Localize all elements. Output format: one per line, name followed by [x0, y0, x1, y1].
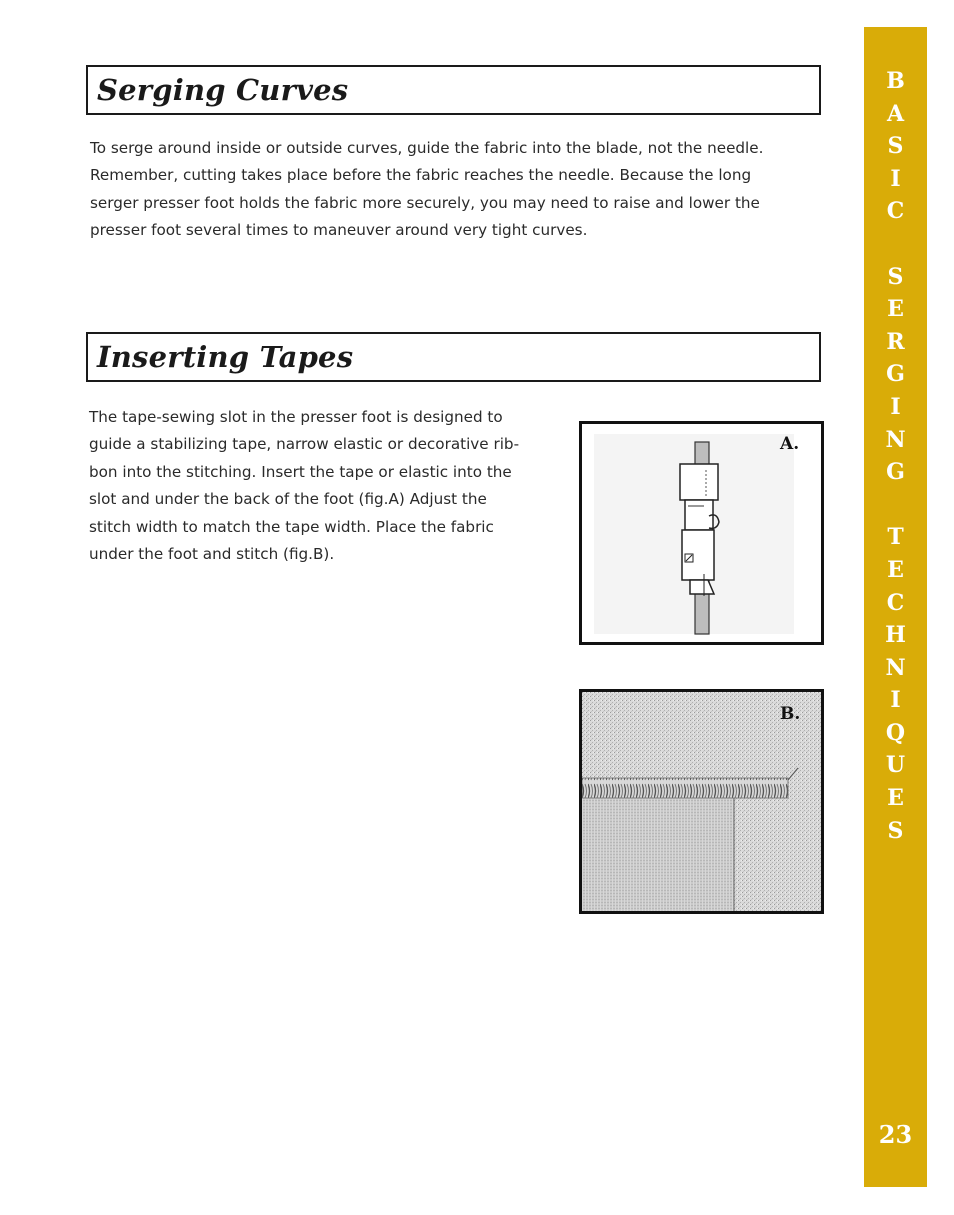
inserting-tapes-title: Inserting Tapes — [97, 340, 354, 374]
sidebar-letter: C — [886, 589, 905, 616]
figure-b — [579, 689, 824, 914]
sidebar-letter: T — [887, 524, 904, 551]
sidebar-letter: I — [890, 687, 901, 714]
body-line: guide a stabilizing tape, narrow elastic or decorative rib- — [89, 435, 520, 454]
sidebar-letter: C — [886, 198, 905, 225]
body-line: slot and under the back of the foot (fig.A) Adjust the — [89, 490, 487, 509]
sidebar-letter: E — [887, 296, 904, 323]
chapter-title-vertical — [864, 65, 927, 847]
inserting-tapes-heading-box — [86, 332, 821, 382]
sidebar-letter: U — [885, 752, 906, 779]
sidebar-letter: I — [890, 165, 901, 192]
sidebar-letter: E — [887, 785, 904, 812]
body-line: serger presser foot holds the fabric more securely, you may need to raise and lower the — [90, 193, 760, 212]
presser-foot-illustration — [582, 424, 821, 642]
sidebar-letter — [864, 489, 927, 522]
sidebar-letter: A — [886, 100, 905, 127]
serging-curves-body — [90, 135, 810, 245]
sidebar-letter: G — [886, 459, 905, 486]
sidebar-letter: B — [886, 68, 905, 94]
sidebar-letter: G — [886, 361, 905, 388]
page-number: 23 — [878, 1120, 913, 1149]
sidebar-letter: R — [886, 328, 905, 355]
body-line: To serge around inside or outside curves, guide the fabric into the blade, not the needle. — [90, 139, 764, 157]
sidebar-letter: Q — [885, 719, 906, 746]
sidebar-letter: N — [885, 426, 906, 453]
body-line: presser foot several times to maneuver around very tight curves. — [90, 221, 588, 240]
chapter-sidebar — [864, 27, 927, 1187]
sidebar-letter: S — [887, 817, 904, 844]
body-line: under the foot and stitch (fig.B). — [89, 545, 335, 564]
sidebar-letter: N — [885, 654, 906, 681]
inserting-tapes-body — [89, 404, 539, 568]
figure-a — [579, 421, 824, 645]
sidebar-letter — [864, 228, 927, 261]
sidebar-letter: I — [890, 393, 901, 420]
body-line: Remember, cutting takes place before the fabric reaches the needle. Because the long — [90, 166, 752, 185]
sidebar-letter: S — [887, 263, 904, 290]
body-line: stitch width to match the tape width. Place the fabric — [89, 517, 494, 536]
serging-curves-heading-box — [86, 65, 821, 115]
body-line: The tape-sewing slot in the presser foot is designed to — [89, 408, 503, 426]
serged-tape-photo — [582, 692, 821, 911]
sidebar-letter: E — [887, 556, 904, 583]
sidebar-letter: S — [887, 133, 904, 160]
serging-curves-title: Serging Curves — [97, 73, 349, 107]
body-line: bon into the stitching. Insert the tape or elastic into the — [89, 462, 512, 481]
figure-b-label: B. — [780, 704, 801, 724]
sidebar-letter: H — [885, 622, 906, 649]
figure-a-label: A. — [780, 434, 800, 454]
